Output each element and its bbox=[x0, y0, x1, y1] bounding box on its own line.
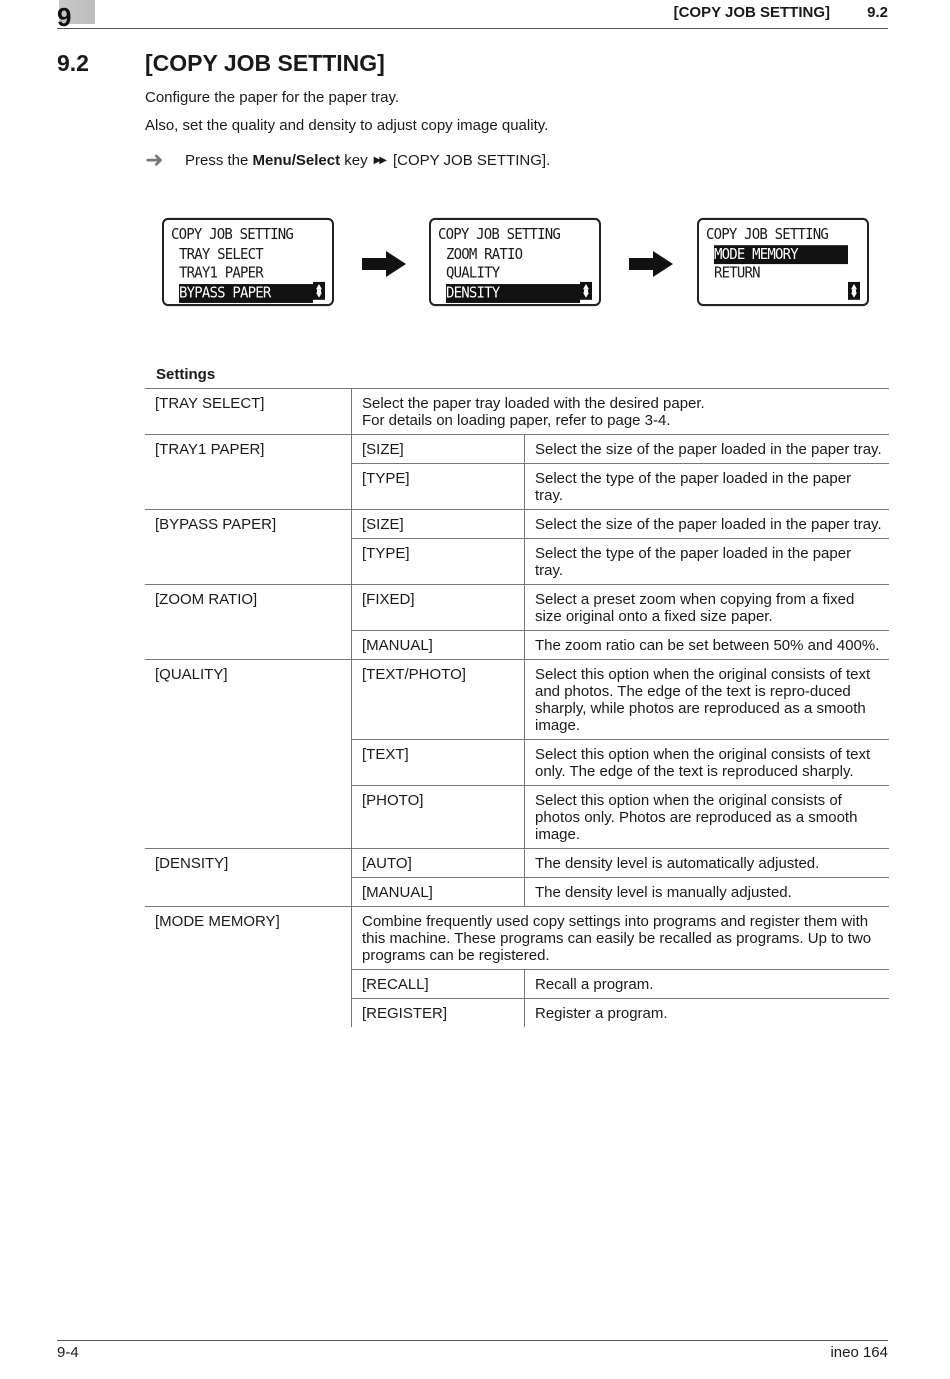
option-name: [PHOTO] bbox=[352, 786, 525, 849]
table-row bbox=[145, 849, 889, 878]
lcd-line: COPY JOB SETTING bbox=[706, 226, 829, 244]
option-name: [TYPE] bbox=[352, 539, 525, 585]
section-number: 9.2 bbox=[57, 50, 89, 76]
header-divider bbox=[57, 28, 888, 29]
instruction-post: [COPY JOB SETTING]. bbox=[392, 151, 551, 169]
arrow-right-icon: ➜ bbox=[145, 147, 164, 172]
footer-divider bbox=[57, 1340, 888, 1341]
chapter-number: 9 bbox=[57, 2, 72, 32]
setting-name: [MODE MEMORY] bbox=[145, 907, 352, 1028]
option-description: Select the size of the paper loaded in the paper tray. bbox=[525, 510, 890, 539]
instruction-mid: key bbox=[344, 151, 368, 169]
option-name: [MANUAL] bbox=[352, 878, 525, 907]
option-description: Recall a program. bbox=[525, 970, 890, 999]
scroll-updown-icon bbox=[313, 282, 325, 300]
setting-description bbox=[352, 389, 890, 435]
section-title: [COPY JOB SETTING] bbox=[145, 50, 385, 76]
header-title: [COPY JOB SETTING] bbox=[673, 4, 830, 21]
lcd-line: COPY JOB SETTING bbox=[171, 226, 294, 244]
lcd-line-selected: BYPASS PAPER bbox=[179, 284, 313, 303]
lcd-line-selected: DENSITY bbox=[446, 284, 580, 303]
setting-name: [TRAY SELECT] bbox=[145, 389, 352, 435]
option-name: [SIZE] bbox=[352, 510, 525, 539]
setting-description: Combine frequently used copy settings into programs and register them with this machine. These programs can easily be recalled as programs. Up to two programs can be registered. bbox=[352, 907, 890, 970]
option-description: Select a preset zoom when copying from a fixed size original onto a fixed size paper. bbox=[525, 585, 890, 631]
option-name: [TYPE] bbox=[352, 464, 525, 510]
setting-name: [ZOOM RATIO] bbox=[145, 585, 352, 660]
table-row bbox=[145, 585, 889, 631]
option-name: [SIZE] bbox=[352, 435, 525, 464]
table-row bbox=[145, 660, 889, 740]
option-description: The zoom ratio can be set between 50% and 400%. bbox=[525, 631, 890, 660]
option-description: Register a program. bbox=[525, 999, 890, 1028]
option-name: [TEXT] bbox=[352, 740, 525, 786]
option-name: [RECALL] bbox=[352, 970, 525, 999]
settings-table bbox=[145, 388, 889, 1027]
table-row bbox=[145, 907, 889, 970]
product-name: ineo 164 bbox=[830, 1344, 888, 1361]
lcd-screen-1 bbox=[162, 218, 334, 306]
lcd-screen-3 bbox=[697, 218, 869, 306]
lcd-line-selected: MODE MEMORY bbox=[714, 245, 848, 264]
option-description: Select the type of the paper loaded in the paper tray. bbox=[525, 464, 890, 510]
table-row bbox=[145, 435, 889, 464]
instruction-key: Menu/Select bbox=[252, 151, 341, 169]
table-row bbox=[145, 389, 889, 435]
page-number: 9-4 bbox=[57, 1344, 79, 1361]
intro-paragraph-2: Also, set the quality and density to adjust copy image quality. bbox=[145, 117, 549, 134]
lcd-screen-2 bbox=[429, 218, 601, 306]
setting-name: [QUALITY] bbox=[145, 660, 352, 849]
option-description: Select the size of the paper loaded in the paper tray. bbox=[525, 435, 890, 464]
option-description: The density level is automatically adjusted. bbox=[525, 849, 890, 878]
lcd-line: RETURN bbox=[714, 265, 760, 282]
intro-paragraph-1: Configure the paper for the paper tray. bbox=[145, 89, 400, 106]
option-name: [REGISTER] bbox=[352, 999, 525, 1028]
option-description: Select this option when the original consists of photos only. Photos are reproduced as a smooth image. bbox=[525, 786, 890, 849]
header-section: 9.2 bbox=[867, 4, 888, 21]
option-description: Select this option when the original consists of text only. The edge of the text is reproduced sharply. bbox=[525, 740, 890, 786]
lcd-line: ZOOM RATIO bbox=[446, 245, 523, 263]
setting-description-line: For details on loading paper, refer to page 3-4. bbox=[362, 412, 671, 429]
setting-description-line: Select the paper tray loaded with the desired paper. bbox=[362, 395, 705, 412]
instruction-pre: Press the bbox=[185, 151, 249, 169]
lcd-line: COPY JOB SETTING bbox=[438, 226, 561, 244]
instruction-step bbox=[145, 147, 551, 172]
option-name: [TEXT/PHOTO] bbox=[352, 660, 525, 740]
option-name: [FIXED] bbox=[352, 585, 525, 631]
option-name: [MANUAL] bbox=[352, 631, 525, 660]
double-arrow-icon: ▶▶ bbox=[373, 154, 385, 166]
setting-name: [BYPASS PAPER] bbox=[145, 510, 352, 585]
table-row bbox=[145, 510, 889, 539]
option-description: Select the type of the paper loaded in the paper tray. bbox=[525, 539, 890, 585]
settings-heading: Settings bbox=[156, 366, 216, 383]
setting-name: [DENSITY] bbox=[145, 849, 352, 907]
setting-name: [TRAY1 PAPER] bbox=[145, 435, 352, 510]
lcd-line: TRAY1 PAPER bbox=[179, 265, 263, 282]
option-description: Select this option when the original consists of text and photos. The edge of the text is repro-duced sharply, while photos are reproduced as a smooth image. bbox=[525, 660, 890, 740]
option-description: The density level is manually adjusted. bbox=[525, 878, 890, 907]
lcd-line: TRAY SELECT bbox=[179, 245, 263, 263]
option-name: [AUTO] bbox=[352, 849, 525, 878]
arrow-right-icon bbox=[362, 251, 406, 277]
scroll-updown-icon bbox=[848, 282, 860, 300]
arrow-right-icon bbox=[629, 251, 673, 277]
scroll-updown-icon bbox=[580, 282, 592, 300]
lcd-line: QUALITY bbox=[446, 265, 500, 282]
